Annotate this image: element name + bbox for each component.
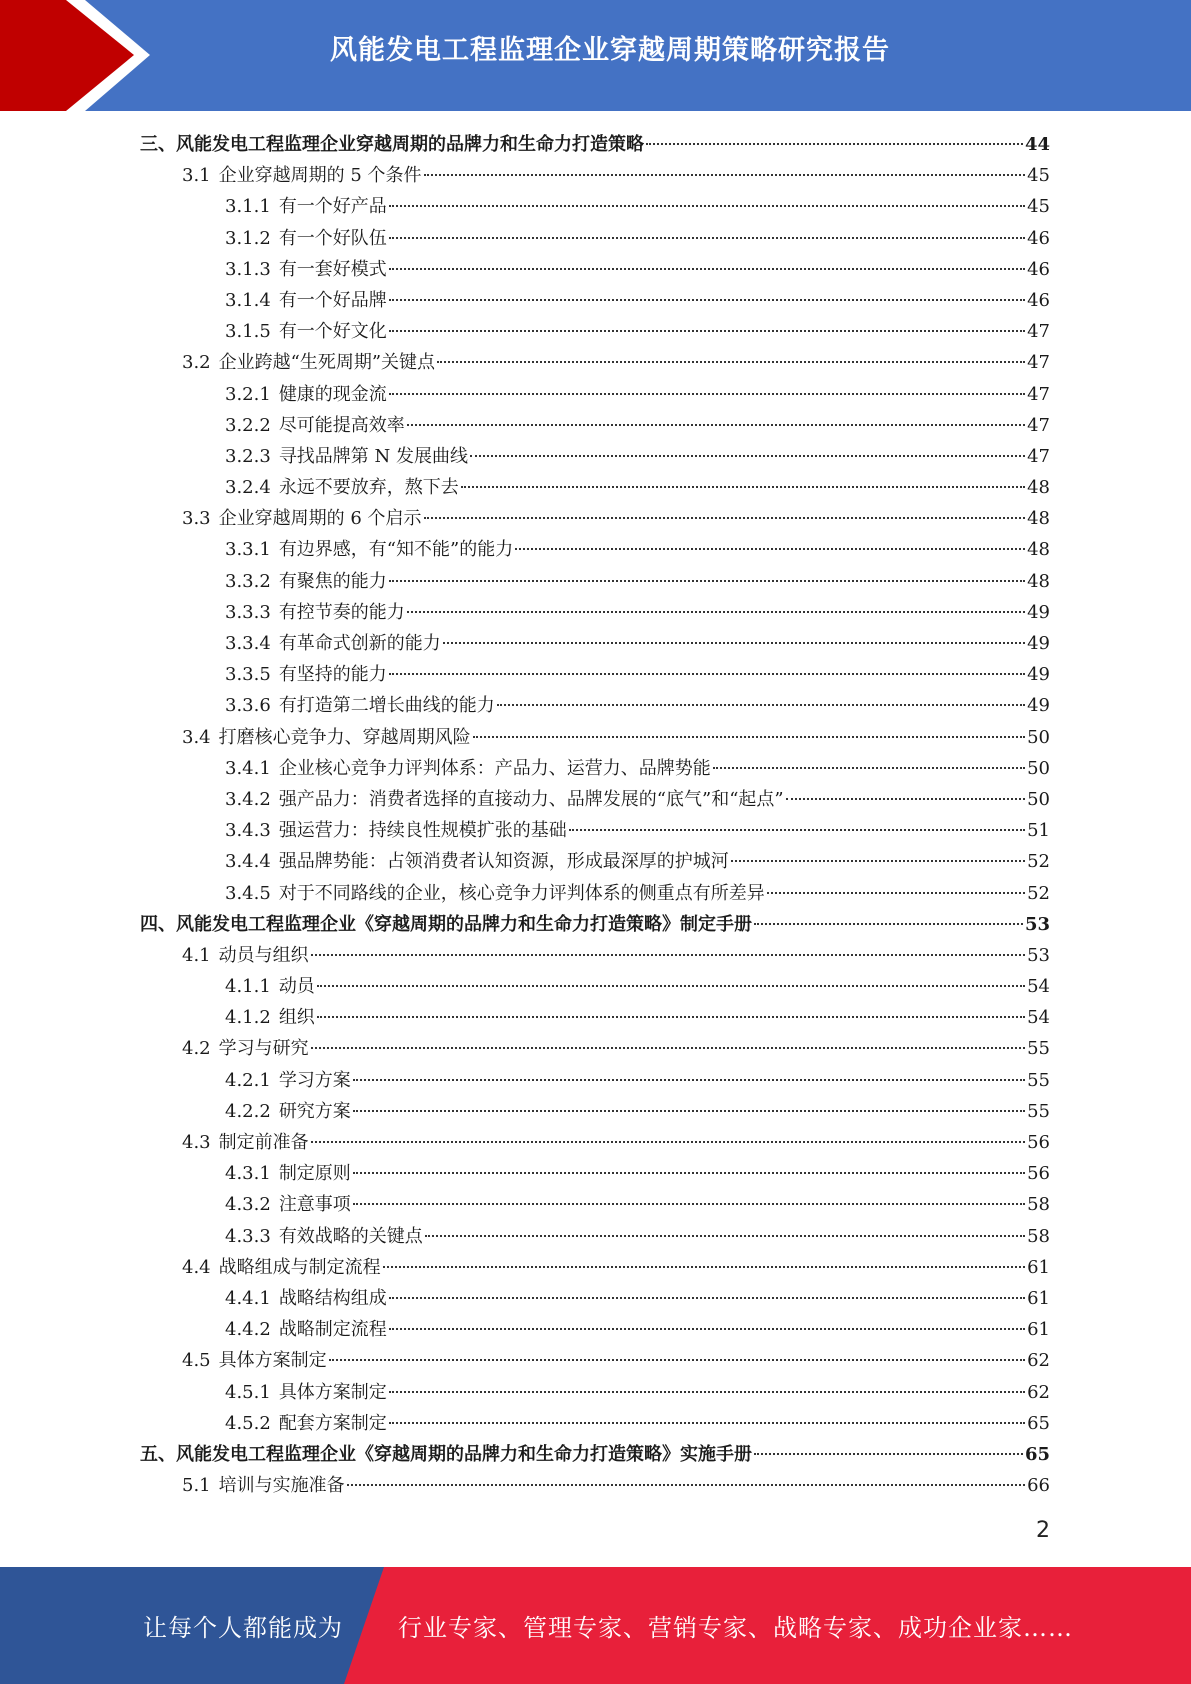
toc-entry[interactable]	[140, 1221, 1050, 1252]
dot-leader	[497, 704, 1025, 706]
toc-entry-page: 45	[1027, 196, 1050, 218]
toc-entry-number: 4.3.2	[225, 1194, 271, 1216]
toc-entry-number: 4.1.2	[225, 1007, 271, 1029]
toc-entry-title: 有效战略的关键点	[278, 1225, 423, 1247]
dot-leader	[389, 237, 1025, 239]
toc-entry-number: 3.1.4	[225, 289, 271, 311]
dot-leader	[389, 1328, 1025, 1330]
toc-entry-number: 4.5.1	[225, 1381, 271, 1403]
red-chevron-decoration	[0, 0, 160, 111]
toc-entry-title: 动员	[278, 976, 315, 998]
toc-entry-title: 五、风能发电工程监理企业《穿越周期的品牌力和生命力打造策略》实施手册	[140, 1443, 752, 1465]
toc-entry-title: 有一个好产品	[278, 196, 387, 218]
toc-entry-title: 四、风能发电工程监理企业《穿越周期的品牌力和生命力打造策略》制定手册	[140, 913, 752, 935]
toc-entry-page: 47	[1027, 445, 1050, 467]
toc-entry-number: 3.3.3	[225, 601, 271, 623]
dot-leader	[329, 1359, 1025, 1361]
toc-entry-title: 注意事项	[278, 1194, 351, 1216]
toc-entry[interactable]	[140, 472, 1050, 503]
toc-entry[interactable]	[140, 690, 1050, 721]
dot-leader	[443, 642, 1025, 644]
dot-leader	[389, 205, 1025, 207]
toc-entry-number: 4.3.1	[225, 1163, 271, 1185]
report-title: 风能发电工程监理企业穿越周期策略研究报告	[330, 35, 890, 66]
toc-entry[interactable]	[140, 940, 1050, 971]
toc-entry-title: 动员与组织	[218, 944, 309, 966]
toc-entry-page: 46	[1027, 258, 1050, 280]
toc-entry-title: 强产品力：消费者选择的直接动力、品牌发展的“底气”和“起点”	[278, 788, 784, 810]
table-of-contents	[140, 129, 1050, 1501]
toc-entry-number: 3.3.5	[225, 664, 271, 686]
toc-entry-number: 3.3.1	[225, 539, 271, 561]
toc-entry-page: 47	[1027, 352, 1050, 374]
toc-entry-page: 62	[1027, 1350, 1050, 1372]
toc-entry[interactable]	[140, 1158, 1050, 1189]
dot-leader	[389, 299, 1025, 301]
dot-leader	[754, 1453, 1023, 1455]
dot-leader	[470, 455, 1025, 457]
toc-entry[interactable]	[140, 597, 1050, 628]
toc-entry-page: 48	[1027, 570, 1050, 592]
toc-entry-number: 3.2.3	[225, 445, 271, 467]
toc-entry-title: 打磨核心竞争力、穿越周期风险	[218, 726, 471, 748]
toc-entry-title: 永远不要放弃，熬下去	[278, 477, 459, 499]
toc-entry-title: 有一个好文化	[278, 321, 387, 343]
dot-leader	[461, 486, 1025, 488]
toc-entry[interactable]	[140, 379, 1050, 410]
toc-entry-number: 4.3.3	[225, 1225, 271, 1247]
dot-leader	[424, 517, 1026, 519]
dot-leader	[569, 829, 1025, 831]
toc-entry-title: 战略制定流程	[278, 1319, 387, 1341]
toc-entry[interactable]	[140, 410, 1050, 441]
toc-entry[interactable]	[140, 1033, 1050, 1064]
toc-entry-number: 4.5.2	[225, 1412, 271, 1434]
toc-entry[interactable]	[140, 1002, 1050, 1033]
toc-entry-title: 寻找品牌第 N 发展曲线	[278, 445, 469, 467]
toc-entry-title: 有一套好模式	[278, 258, 387, 280]
toc-entry-title: 有坚持的能力	[278, 664, 387, 686]
dot-leader	[389, 268, 1025, 270]
toc-entry[interactable]	[140, 160, 1050, 191]
toc-entry-title: 培训与实施准备	[218, 1475, 345, 1497]
toc-entry-title: 强运营力：持续良性规模扩张的基础	[278, 820, 567, 842]
toc-entry[interactable]	[140, 753, 1050, 784]
dot-leader	[389, 393, 1025, 395]
dot-leader	[389, 673, 1025, 675]
dot-leader	[389, 330, 1025, 332]
toc-entry-title: 有边界感，有“知不能”的能力	[278, 539, 514, 561]
dot-leader	[353, 1203, 1025, 1205]
toc-entry-number: 4.2.2	[225, 1100, 271, 1122]
dot-leader	[767, 892, 1025, 894]
toc-entry-title: 企业穿越周期的 5 个条件	[218, 165, 422, 187]
dot-leader	[353, 1172, 1025, 1174]
dot-leader	[311, 954, 1025, 956]
toc-entry[interactable]	[140, 1189, 1050, 1220]
toc-entry[interactable]	[140, 846, 1050, 877]
toc-entry-title: 战略结构组成	[278, 1287, 387, 1309]
toc-entry[interactable]	[140, 1127, 1050, 1158]
dot-leader	[353, 1110, 1025, 1112]
toc-entry[interactable]	[140, 1252, 1050, 1283]
toc-entry-page: 58	[1027, 1225, 1050, 1247]
toc-entry-title: 对于不同路线的企业，核心竞争力评判体系的侧重点有所差异	[278, 882, 765, 904]
toc-entry-title: 具体方案制定	[218, 1350, 327, 1372]
page-number: 2	[1036, 1518, 1050, 1543]
toc-entry-title: 学习方案	[278, 1069, 351, 1091]
toc-entry-page: 49	[1027, 633, 1050, 654]
toc-entry-title: 有控节奏的能力	[278, 601, 405, 623]
toc-entry-page: 47	[1027, 321, 1050, 343]
toc-entry[interactable]	[140, 1314, 1050, 1345]
toc-entry[interactable]	[140, 285, 1050, 316]
dot-leader	[754, 923, 1023, 925]
toc-entry-number: 4.4.2	[225, 1319, 271, 1341]
toc-entry[interactable]	[140, 129, 1050, 160]
dot-leader	[383, 1266, 1025, 1268]
toc-entry[interactable]	[140, 971, 1050, 1002]
toc-entry-number: 3.1.1	[225, 196, 271, 218]
dot-leader	[424, 174, 1026, 176]
toc-entry-number: 4.4.1	[225, 1287, 271, 1309]
toc-entry-number: 3.4.1	[225, 757, 271, 779]
toc-entry-number: 4.5	[182, 1350, 211, 1372]
dot-leader	[389, 1422, 1025, 1424]
toc-entry-number: 3.2	[182, 352, 211, 374]
toc-entry[interactable]	[140, 1345, 1050, 1376]
toc-entry-number: 3.3	[182, 508, 211, 530]
dot-leader	[786, 798, 1025, 800]
toc-entry-title: 强品牌势能：占领消费者认知资源，形成最深厚的护城河	[278, 851, 729, 873]
toc-entry-page: 46	[1027, 289, 1050, 311]
toc-entry-title: 有打造第二增长曲线的能力	[278, 695, 495, 717]
toc-entry-number: 3.2.4	[225, 477, 271, 499]
toc-entry[interactable]	[140, 1096, 1050, 1127]
toc-entry[interactable]	[140, 628, 1050, 659]
toc-entry-page: 49	[1027, 601, 1050, 623]
toc-entry-page: 45	[1027, 165, 1050, 187]
toc-entry[interactable]	[140, 1408, 1050, 1439]
toc-entry-number: 3.4.2	[225, 788, 271, 810]
toc-entry-number: 4.3	[182, 1132, 211, 1153]
footer-slogan-right: 行业专家、管理专家、营销专家、战略专家、成功企业家……	[398, 1614, 1073, 1642]
toc-entry-page: 66	[1027, 1475, 1050, 1497]
toc-entry[interactable]	[140, 659, 1050, 690]
footer-slogan-left: 让每个人都能成为	[143, 1614, 343, 1642]
toc-entry-page: 61	[1027, 1319, 1050, 1341]
toc-entry[interactable]	[140, 1283, 1050, 1314]
toc-entry-number: 4.2	[182, 1038, 211, 1060]
toc-entry-title: 企业穿越周期的 6 个启示	[218, 508, 422, 530]
toc-entry-page: 50	[1027, 788, 1050, 810]
toc-entry[interactable]	[140, 566, 1050, 597]
toc-entry-page: 47	[1027, 414, 1050, 436]
toc-entry-page: 52	[1027, 851, 1050, 873]
toc-entry-number: 3.4.3	[225, 820, 271, 842]
toc-entry-page: 54	[1027, 976, 1050, 998]
toc-entry-title: 制定原则	[278, 1163, 351, 1185]
dot-leader	[437, 361, 1025, 363]
dot-leader	[646, 143, 1023, 145]
toc-entry-page: 52	[1027, 882, 1050, 904]
toc-entry-number: 3.1	[182, 165, 211, 187]
toc-entry-title: 学习与研究	[218, 1038, 309, 1060]
dot-leader	[389, 1297, 1025, 1299]
toc-entry-number: 4.4	[182, 1256, 211, 1278]
toc-entry[interactable]	[140, 1470, 1050, 1501]
dot-leader	[353, 1079, 1025, 1081]
toc-entry-page: 51	[1027, 820, 1050, 842]
toc-entry-number: 3.2.1	[225, 383, 271, 405]
toc-entry-page: 49	[1027, 695, 1050, 717]
toc-entry-page: 61	[1027, 1287, 1050, 1309]
toc-entry-page: 50	[1027, 757, 1050, 779]
toc-entry-number: 3.3.2	[225, 570, 271, 592]
toc-entry[interactable]	[140, 254, 1050, 285]
toc-entry[interactable]	[140, 441, 1050, 472]
toc-entry-title: 组织	[278, 1007, 315, 1029]
toc-entry-page: 62	[1027, 1381, 1050, 1403]
toc-entry-title: 企业核心竞争力评判体系：产品力、运营力、品牌势能	[278, 757, 711, 779]
footer-band	[0, 1567, 1191, 1684]
toc-entry-title: 有一个好品牌	[278, 289, 387, 311]
dot-leader	[311, 1141, 1025, 1143]
toc-entry[interactable]	[140, 878, 1050, 909]
toc-entry-title: 研究方案	[278, 1100, 351, 1122]
toc-entry-page: 50	[1027, 726, 1050, 748]
toc-entry-page: 49	[1027, 664, 1050, 686]
toc-entry-page: 48	[1027, 477, 1050, 499]
toc-entry-page: 55	[1027, 1069, 1050, 1091]
toc-entry-title: 有聚焦的能力	[278, 570, 387, 592]
dot-leader	[515, 548, 1025, 550]
toc-entry-page: 46	[1027, 227, 1050, 249]
header-band	[0, 0, 1191, 111]
dot-leader	[407, 424, 1025, 426]
dot-leader	[473, 736, 1025, 738]
toc-entry-number: 4.2.1	[225, 1069, 271, 1091]
toc-entry-title: 有一个好队伍	[278, 227, 387, 249]
toc-entry-title: 配套方案制定	[278, 1412, 387, 1434]
toc-entry-number: 3.4	[182, 726, 211, 748]
toc-entry-title: 战略组成与制定流程	[218, 1256, 381, 1278]
toc-entry-number: 3.1.2	[225, 227, 271, 249]
toc-entry[interactable]	[140, 815, 1050, 846]
toc-entry[interactable]	[140, 1439, 1050, 1470]
toc-entry[interactable]	[140, 534, 1050, 565]
toc-entry-title: 制定前准备	[218, 1132, 309, 1153]
toc-entry-page: 44	[1024, 134, 1050, 155]
toc-entry-page: 56	[1027, 1163, 1050, 1185]
toc-entry-number: 3.3.4	[225, 633, 271, 654]
toc-entry-number: 4.1	[182, 944, 211, 966]
toc-entry-number: 3.1.5	[225, 321, 271, 343]
toc-entry[interactable]	[140, 503, 1050, 534]
toc-entry[interactable]	[140, 316, 1050, 347]
dot-leader	[731, 860, 1025, 862]
dot-leader	[389, 1391, 1025, 1393]
toc-entry-number: 3.3.6	[225, 695, 271, 717]
dot-leader	[713, 767, 1025, 769]
toc-entry-number: 3.4.5	[225, 882, 271, 904]
toc-entry-page: 47	[1027, 383, 1050, 405]
dot-leader	[389, 580, 1025, 582]
toc-entry-page: 56	[1027, 1132, 1050, 1153]
toc-entry-title: 三、风能发电工程监理企业穿越周期的品牌力和生命力打造策略	[140, 134, 644, 155]
dot-leader	[407, 611, 1025, 613]
dot-leader	[347, 1484, 1025, 1486]
toc-entry[interactable]	[140, 1065, 1050, 1096]
toc-entry-title: 有革命式创新的能力	[278, 633, 441, 654]
toc-entry-page: 61	[1027, 1256, 1050, 1278]
toc-entry-number: 3.2.2	[225, 414, 271, 436]
dot-leader	[425, 1235, 1025, 1237]
toc-entry-page: 55	[1027, 1038, 1050, 1060]
toc-entry-page: 65	[1027, 1412, 1050, 1434]
toc-entry-title: 具体方案制定	[278, 1381, 387, 1403]
toc-entry-page: 48	[1027, 508, 1050, 530]
toc-entry[interactable]	[140, 223, 1050, 254]
toc-entry-page: 65	[1024, 1443, 1050, 1465]
dot-leader	[311, 1047, 1025, 1049]
toc-entry-number: 3.4.4	[225, 851, 271, 873]
toc-entry[interactable]	[140, 784, 1050, 815]
toc-entry[interactable]	[140, 722, 1050, 753]
toc-entry-number: 4.1.1	[225, 976, 271, 998]
toc-entry-number: 5.1	[182, 1475, 211, 1497]
toc-entry-page: 48	[1027, 539, 1050, 561]
dot-leader	[317, 1016, 1025, 1018]
toc-entry[interactable]	[140, 1377, 1050, 1408]
toc-entry-number: 3.1.3	[225, 258, 271, 280]
toc-entry-page: 53	[1027, 944, 1050, 966]
toc-entry[interactable]	[140, 347, 1050, 378]
toc-entry[interactable]	[140, 909, 1050, 940]
toc-entry-title: 尽可能提高效率	[278, 414, 405, 436]
dot-leader	[317, 985, 1025, 987]
toc-entry-page: 53	[1024, 913, 1050, 935]
toc-entry-page: 54	[1027, 1007, 1050, 1029]
toc-entry-page: 58	[1027, 1194, 1050, 1216]
toc-entry[interactable]	[140, 191, 1050, 222]
toc-entry-title: 企业跨越“生死周期”关键点	[218, 352, 436, 374]
toc-entry-title: 健康的现金流	[278, 383, 387, 405]
toc-entry-page: 55	[1027, 1100, 1050, 1122]
